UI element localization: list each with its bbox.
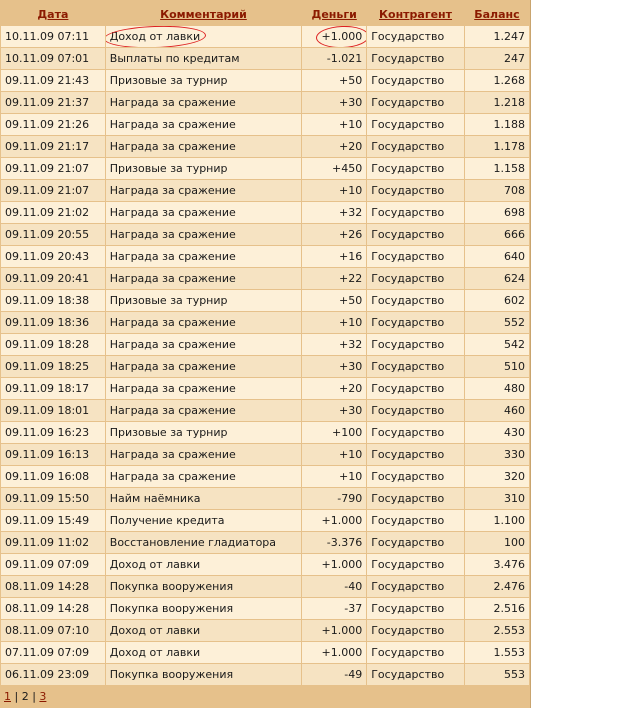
- column-header-date[interactable]: Дата: [1, 4, 105, 25]
- cell-balance: 320: [465, 466, 529, 487]
- cell-money: +10: [302, 114, 366, 135]
- cell-comment: Покупка вооружения: [106, 598, 301, 619]
- cell-balance: 330: [465, 444, 529, 465]
- table-row: [1, 92, 529, 113]
- cell-balance: 602: [465, 290, 529, 311]
- cell-balance: 698: [465, 202, 529, 223]
- cell-date: 09.11.09 21:37: [1, 92, 105, 113]
- cell-money: +30: [302, 356, 366, 377]
- cell-date: 09.11.09 18:38: [1, 290, 105, 311]
- cell-comment: Награда за сражение: [106, 202, 301, 223]
- cell-date: 09.11.09 18:17: [1, 378, 105, 399]
- cell-money: +30: [302, 400, 366, 421]
- cell-counterparty: Государство: [367, 532, 464, 553]
- cell-date: 09.11.09 15:50: [1, 488, 105, 509]
- table-row: [1, 334, 529, 355]
- table-row: [1, 466, 529, 487]
- cell-comment: Покупка вооружения: [106, 664, 301, 685]
- cell-counterparty: Государство: [367, 246, 464, 267]
- cell-balance: 460: [465, 400, 529, 421]
- table-row: [1, 576, 529, 597]
- cell-comment: Получение кредита: [106, 510, 301, 531]
- cell-comment: Награда за сражение: [106, 180, 301, 201]
- cell-comment: Награда за сражение: [106, 136, 301, 157]
- cell-comment: Награда за сражение: [106, 312, 301, 333]
- cell-date: 09.11.09 18:28: [1, 334, 105, 355]
- cell-counterparty: Государство: [367, 290, 464, 311]
- cell-balance: 1.247: [465, 26, 529, 47]
- cell-counterparty: Государство: [367, 356, 464, 377]
- cell-date: 09.11.09 21:17: [1, 136, 105, 157]
- cell-date: 09.11.09 11:02: [1, 532, 105, 553]
- cell-comment: [106, 26, 301, 47]
- cell-money: +20: [302, 378, 366, 399]
- cell-money: +50: [302, 70, 366, 91]
- cell-counterparty: Государство: [367, 158, 464, 179]
- cell-balance: 1.218: [465, 92, 529, 113]
- table-row: [1, 268, 529, 289]
- cell-counterparty: Государство: [367, 136, 464, 157]
- table-row: [1, 400, 529, 421]
- cell-counterparty: Государство: [367, 312, 464, 333]
- cell-counterparty: Государство: [367, 268, 464, 289]
- cell-date: 09.11.09 21:43: [1, 70, 105, 91]
- cell-money: +10: [302, 444, 366, 465]
- cell-money: +450: [302, 158, 366, 179]
- table-row: [1, 312, 529, 333]
- cell-date: 09.11.09 18:25: [1, 356, 105, 377]
- cell-balance: 640: [465, 246, 529, 267]
- pager-separator: |: [11, 690, 22, 703]
- table-row: [1, 356, 529, 377]
- cell-date: 09.11.09 16:23: [1, 422, 105, 443]
- cell-balance: 708: [465, 180, 529, 201]
- cell-counterparty: Государство: [367, 576, 464, 597]
- cell-date: 09.11.09 20:43: [1, 246, 105, 267]
- page-link-1[interactable]: 1: [4, 690, 11, 703]
- cell-balance: 1.188: [465, 114, 529, 135]
- cell-counterparty: Государство: [367, 620, 464, 641]
- cell-date: 10.11.09 07:01: [1, 48, 105, 69]
- cell-counterparty: Государство: [367, 642, 464, 663]
- table-row: [1, 114, 529, 135]
- table-row: [1, 664, 529, 685]
- cell-counterparty: Государство: [367, 180, 464, 201]
- cell-date: 09.11.09 21:07: [1, 180, 105, 201]
- cell-counterparty: Государство: [367, 92, 464, 113]
- table-row: [1, 422, 529, 443]
- cell-money: +1.000: [302, 554, 366, 575]
- cell-comment: Призовые за турнир: [106, 422, 301, 443]
- cell-counterparty: Государство: [367, 400, 464, 421]
- table-row: [1, 378, 529, 399]
- cell-date: 10.11.09 07:11: [1, 26, 105, 47]
- cell-money: [302, 26, 366, 47]
- cell-comment: Награда за сражение: [106, 466, 301, 487]
- table-row: [1, 290, 529, 311]
- cell-balance: 2.516: [465, 598, 529, 619]
- cell-counterparty: Государство: [367, 444, 464, 465]
- cell-balance: 666: [465, 224, 529, 245]
- cell-counterparty: Государство: [367, 202, 464, 223]
- cell-money: +1.000: [302, 620, 366, 641]
- table-row: [1, 202, 529, 223]
- cell-balance: 510: [465, 356, 529, 377]
- cell-balance: 1.553: [465, 642, 529, 663]
- cell-comment: Награда за сражение: [106, 268, 301, 289]
- cell-counterparty: Государство: [367, 26, 464, 47]
- cell-comment: Выплаты по кредитам: [106, 48, 301, 69]
- cell-date: 09.11.09 20:55: [1, 224, 105, 245]
- cell-date: 09.11.09 18:01: [1, 400, 105, 421]
- table-row: [1, 444, 529, 465]
- table-row: [1, 642, 529, 663]
- cell-counterparty: Государство: [367, 378, 464, 399]
- cell-money: -37: [302, 598, 366, 619]
- cell-money: +32: [302, 334, 366, 355]
- table-header-row: [1, 4, 529, 25]
- cell-date: 07.11.09 07:09: [1, 642, 105, 663]
- circled-comment-annotation: Доход от лавки: [109, 30, 201, 43]
- cell-balance: 247: [465, 48, 529, 69]
- cell-counterparty: Государство: [367, 466, 464, 487]
- cell-balance: 430: [465, 422, 529, 443]
- pager-separator: |: [28, 690, 40, 703]
- cell-counterparty: Государство: [367, 554, 464, 575]
- cell-money: +22: [302, 268, 366, 289]
- cell-counterparty: Государство: [367, 488, 464, 509]
- cell-money: +50: [302, 290, 366, 311]
- cell-comment: Награда за сражение: [106, 334, 301, 355]
- cell-comment: Награда за сражение: [106, 246, 301, 267]
- page-current-2: 2: [21, 690, 29, 703]
- cell-money: -3.376: [302, 532, 366, 553]
- cell-comment: Доход от лавки: [106, 554, 301, 575]
- cell-counterparty: Государство: [367, 422, 464, 443]
- cell-counterparty: Государство: [367, 510, 464, 531]
- cell-counterparty: Государство: [367, 598, 464, 619]
- cell-balance: 100: [465, 532, 529, 553]
- cell-counterparty: Государство: [367, 334, 464, 355]
- table-row: [1, 532, 529, 553]
- cell-balance: 542: [465, 334, 529, 355]
- cell-balance: 1.178: [465, 136, 529, 157]
- cell-comment: Доход от лавки: [106, 642, 301, 663]
- table-row: [1, 620, 529, 641]
- cell-comment: Награда за сражение: [106, 114, 301, 135]
- cell-date: 06.11.09 23:09: [1, 664, 105, 685]
- cell-balance: 310: [465, 488, 529, 509]
- cell-balance: 480: [465, 378, 529, 399]
- transactions-table: [0, 3, 530, 686]
- cell-comment: Награда за сражение: [106, 378, 301, 399]
- cell-counterparty: Государство: [367, 70, 464, 91]
- table-row: [1, 70, 529, 91]
- cell-comment: Найм наёмника: [106, 488, 301, 509]
- table-row: [1, 180, 529, 201]
- cell-money: +10: [302, 466, 366, 487]
- cell-comment: Призовые за турнир: [106, 290, 301, 311]
- table-row: [1, 136, 529, 157]
- cell-money: -790: [302, 488, 366, 509]
- cell-money: +10: [302, 312, 366, 333]
- table-row: [1, 246, 529, 267]
- cell-date: 09.11.09 21:26: [1, 114, 105, 135]
- cell-money: +10: [302, 180, 366, 201]
- cell-date: 09.11.09 21:02: [1, 202, 105, 223]
- cell-money: -49: [302, 664, 366, 685]
- column-header-comment[interactable]: Комментарий: [106, 4, 301, 25]
- cell-comment: Призовые за турнир: [106, 70, 301, 91]
- cell-money: +20: [302, 136, 366, 157]
- page-link-3[interactable]: 3: [39, 690, 47, 703]
- table-row: [1, 158, 529, 179]
- table-row: [1, 48, 529, 69]
- cell-date: 09.11.09 07:09: [1, 554, 105, 575]
- cell-counterparty: Государство: [367, 664, 464, 685]
- cell-money: +26: [302, 224, 366, 245]
- cell-comment: Восстановление гладиатора: [106, 532, 301, 553]
- cell-comment: Покупка вооружения: [106, 576, 301, 597]
- cell-counterparty: Государство: [367, 114, 464, 135]
- cell-money: -1.021: [302, 48, 366, 69]
- cell-balance: 552: [465, 312, 529, 333]
- column-header-money[interactable]: Деньги: [302, 4, 366, 25]
- cell-money: +1.000: [302, 642, 366, 663]
- cell-date: 08.11.09 14:28: [1, 598, 105, 619]
- table-row: [1, 554, 529, 575]
- cell-money: -40: [302, 576, 366, 597]
- cell-balance: 553: [465, 664, 529, 685]
- cell-date: 09.11.09 18:36: [1, 312, 105, 333]
- cell-counterparty: Государство: [367, 224, 464, 245]
- column-header-balance[interactable]: Баланс: [465, 4, 529, 25]
- cell-money: +16: [302, 246, 366, 267]
- table-row: [1, 224, 529, 245]
- cell-date: 08.11.09 14:28: [1, 576, 105, 597]
- cell-money: +32: [302, 202, 366, 223]
- cell-money: +100: [302, 422, 366, 443]
- table-row: [1, 510, 529, 531]
- cell-comment: Награда за сражение: [106, 224, 301, 245]
- cell-money: +30: [302, 92, 366, 113]
- circled-money-annotation: +1.000: [321, 30, 363, 43]
- table-row: [1, 598, 529, 619]
- cell-money: +1.000: [302, 510, 366, 531]
- cell-balance: 2.553: [465, 620, 529, 641]
- cell-comment: Награда за сражение: [106, 92, 301, 113]
- cell-balance: 1.158: [465, 158, 529, 179]
- cell-date: 09.11.09 16:08: [1, 466, 105, 487]
- cell-comment: Награда за сражение: [106, 400, 301, 421]
- cell-balance: 3.476: [465, 554, 529, 575]
- cell-counterparty: Государство: [367, 48, 464, 69]
- pagination: [4, 690, 46, 703]
- cell-balance: 1.268: [465, 70, 529, 91]
- cell-date: 09.11.09 16:13: [1, 444, 105, 465]
- cell-date: 09.11.09 21:07: [1, 158, 105, 179]
- cell-comment: Награда за сражение: [106, 444, 301, 465]
- cell-date: 09.11.09 15:49: [1, 510, 105, 531]
- cell-comment: Награда за сражение: [106, 356, 301, 377]
- table-row: [1, 26, 529, 47]
- cell-comment: Доход от лавки: [106, 620, 301, 641]
- cell-balance: 1.100: [465, 510, 529, 531]
- cell-date: 09.11.09 20:41: [1, 268, 105, 289]
- table-row: [1, 488, 529, 509]
- cell-balance: 624: [465, 268, 529, 289]
- table-body: [1, 26, 529, 685]
- column-header-counterparty[interactable]: Контрагент: [367, 4, 464, 25]
- cell-comment: Призовые за турнир: [106, 158, 301, 179]
- cell-date: 08.11.09 07:10: [1, 620, 105, 641]
- cell-balance: 2.476: [465, 576, 529, 597]
